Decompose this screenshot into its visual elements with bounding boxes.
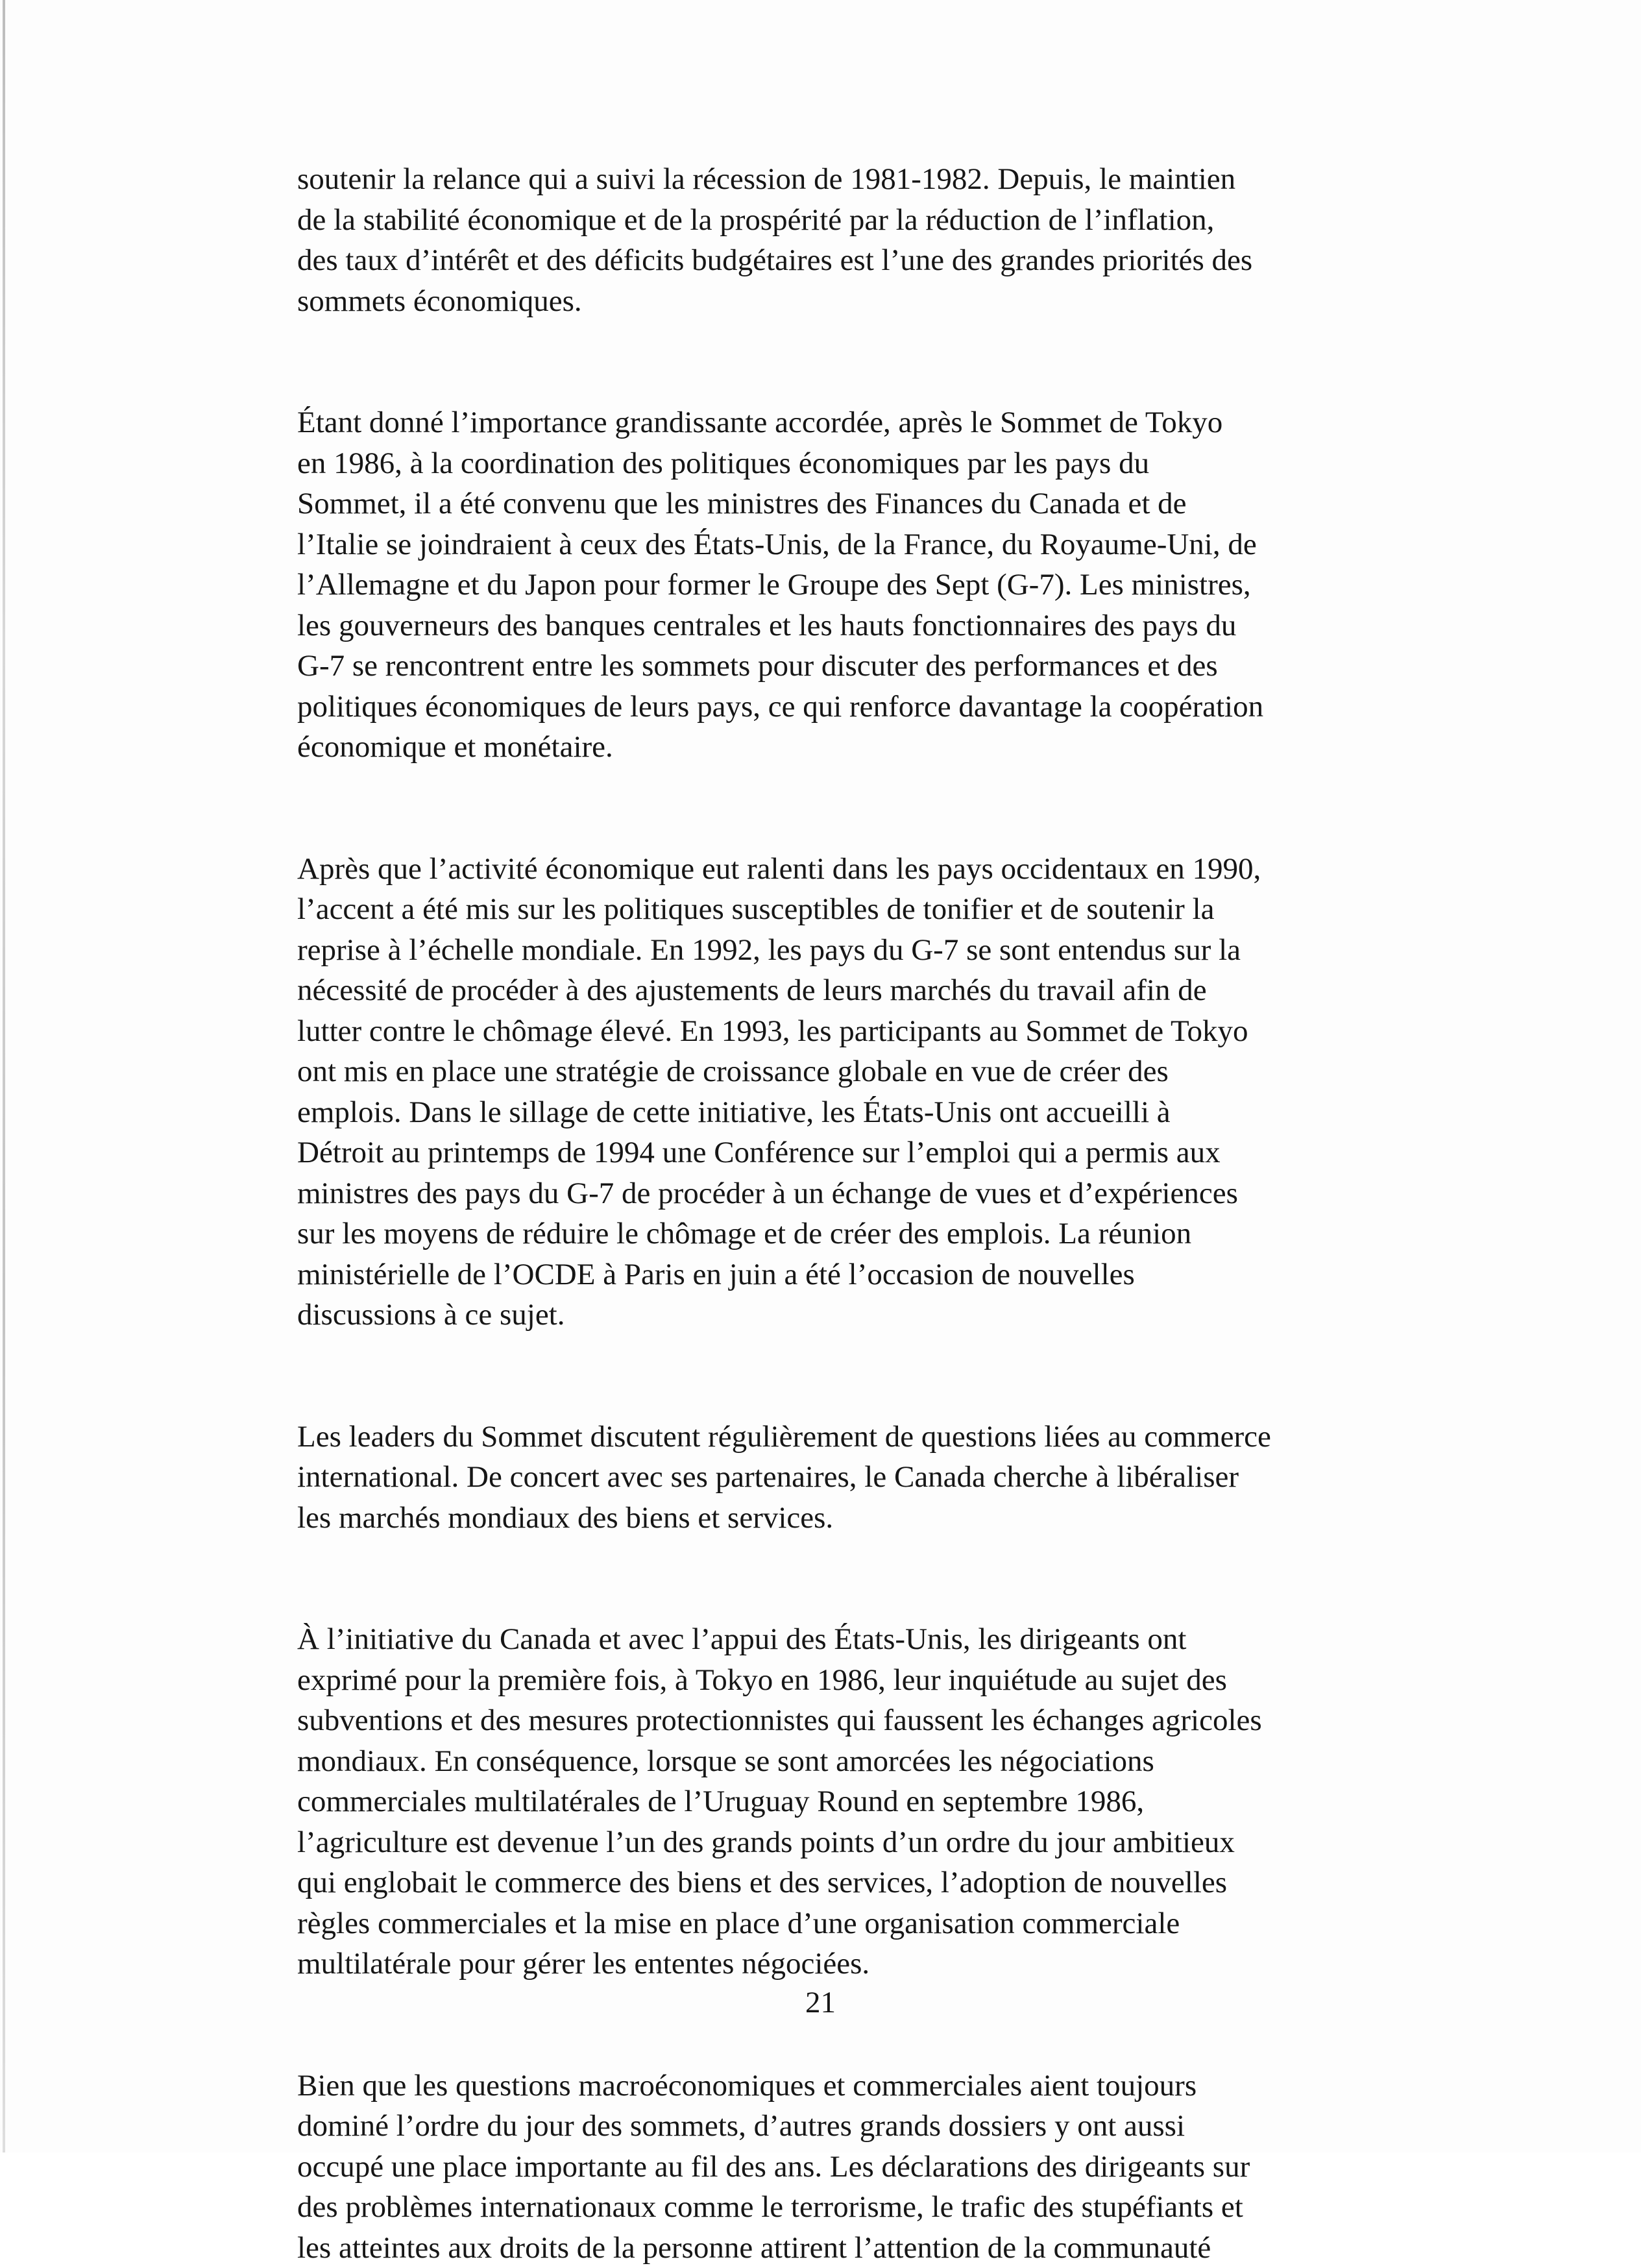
page-number: 21	[0, 1982, 1641, 2023]
body-text	[297, 159, 1400, 2268]
paragraph-3: Après que l’activité économique eut ralenti dans les pays occidentaux en 1990, l’accent a été mis sur les politiques susceptibles de tonifier et de soutenir la reprise à l’échelle mondiale. En 1992, les pays du G-7 se sont entendus sur la nécessité de procéder à des ajustements de leurs marchés du travail afin de lutter contre le chômage élevé. En 1993, les participants au Sommet de Tokyo ont mis en place une stratégie de croissance globale en vue de créer des emplois. Dans le sillage de cette initiative, les États-Unis ont accueilli à Détroit au printemps de 1994 une Conférence sur l’emploi qui a permis aux ministres des pays du G-7 de procéder à un échange de vues et d’expériences sur les moyens de réduire le chômage et de créer des emplois. La réunion ministérielle de l’OCDE à Paris en juin a été l’occasion de nouvelles discussions à ce sujet.	[297, 849, 1400, 1335]
paragraph-6: Bien que les questions macroéconomiques et commerciales aient toujours dominé l’ordre du jour des sommets, d’autres grands dossiers y ont aussi occupé une place importante au fil des ans. Les déclarations des dirigeants sur des problèmes internationaux comme le terrorisme, le trafic des stupéfiants et les atteintes aux droits de la personne attirent l’attention de la communauté	[297, 2066, 1400, 2268]
paragraph-2: Étant donné l’importance grandissante accordée, après le Sommet de Tokyo en 1986, à la coordination des politiques économiques par les pays du Sommet, il a été convenu que les ministres des Finances du Canada et de l’Italie se joindraient à ceux des États-Unis, de la France, du Royaume-Uni, de l’Allemagne et du Japon pour former le Groupe des Sept (G-7). Les ministres, les gouverneurs des banques centrales et les hauts fonctionnaires des pays du G-7 se rencontrent entre les sommets pour discuter des performances et des politiques économiques de leurs pays, ce qui renforce davantage la coopération économique et monétaire.	[297, 402, 1400, 768]
paragraph-1: soutenir la relance qui a suivi la récession de 1981-1982. Depuis, le maintien de la stabilité économique et de la prospérité par la réduction de l’inflation, des taux d’intérêt et des déficits budgétaires est l’une des grandes priorités des sommets économiques.	[297, 159, 1400, 321]
paragraph-4: Les leaders du Sommet discutent régulièrement de questions liées au commerce international. De concert avec ses partenaires, le Canada cherche à libéraliser les marchés mondiaux des biens et services.	[297, 1417, 1400, 1539]
scan-edge-line	[3, 0, 5, 2152]
paragraph-5: À l’initiative du Canada et avec l’appui des États-Unis, les dirigeants ont exprimé pour la première fois, à Tokyo en 1986, leur inquiétude au sujet des subventions et des mesures protectionnistes qui faussent les échanges agricoles mondiaux. En conséquence, lorsque se sont amorcées les négociations commerciales multilatérales de l’Uruguay Round en septembre 1986, l’agriculture est devenue l’un des grands points d’un ordre du jour ambitieux qui englobait le commerce des biens et des services, l’adoption de nouvelles règles commerciales et la mise en place d’une organisation commerciale multilatérale pour gérer les ententes négociées.	[297, 1619, 1400, 1984]
